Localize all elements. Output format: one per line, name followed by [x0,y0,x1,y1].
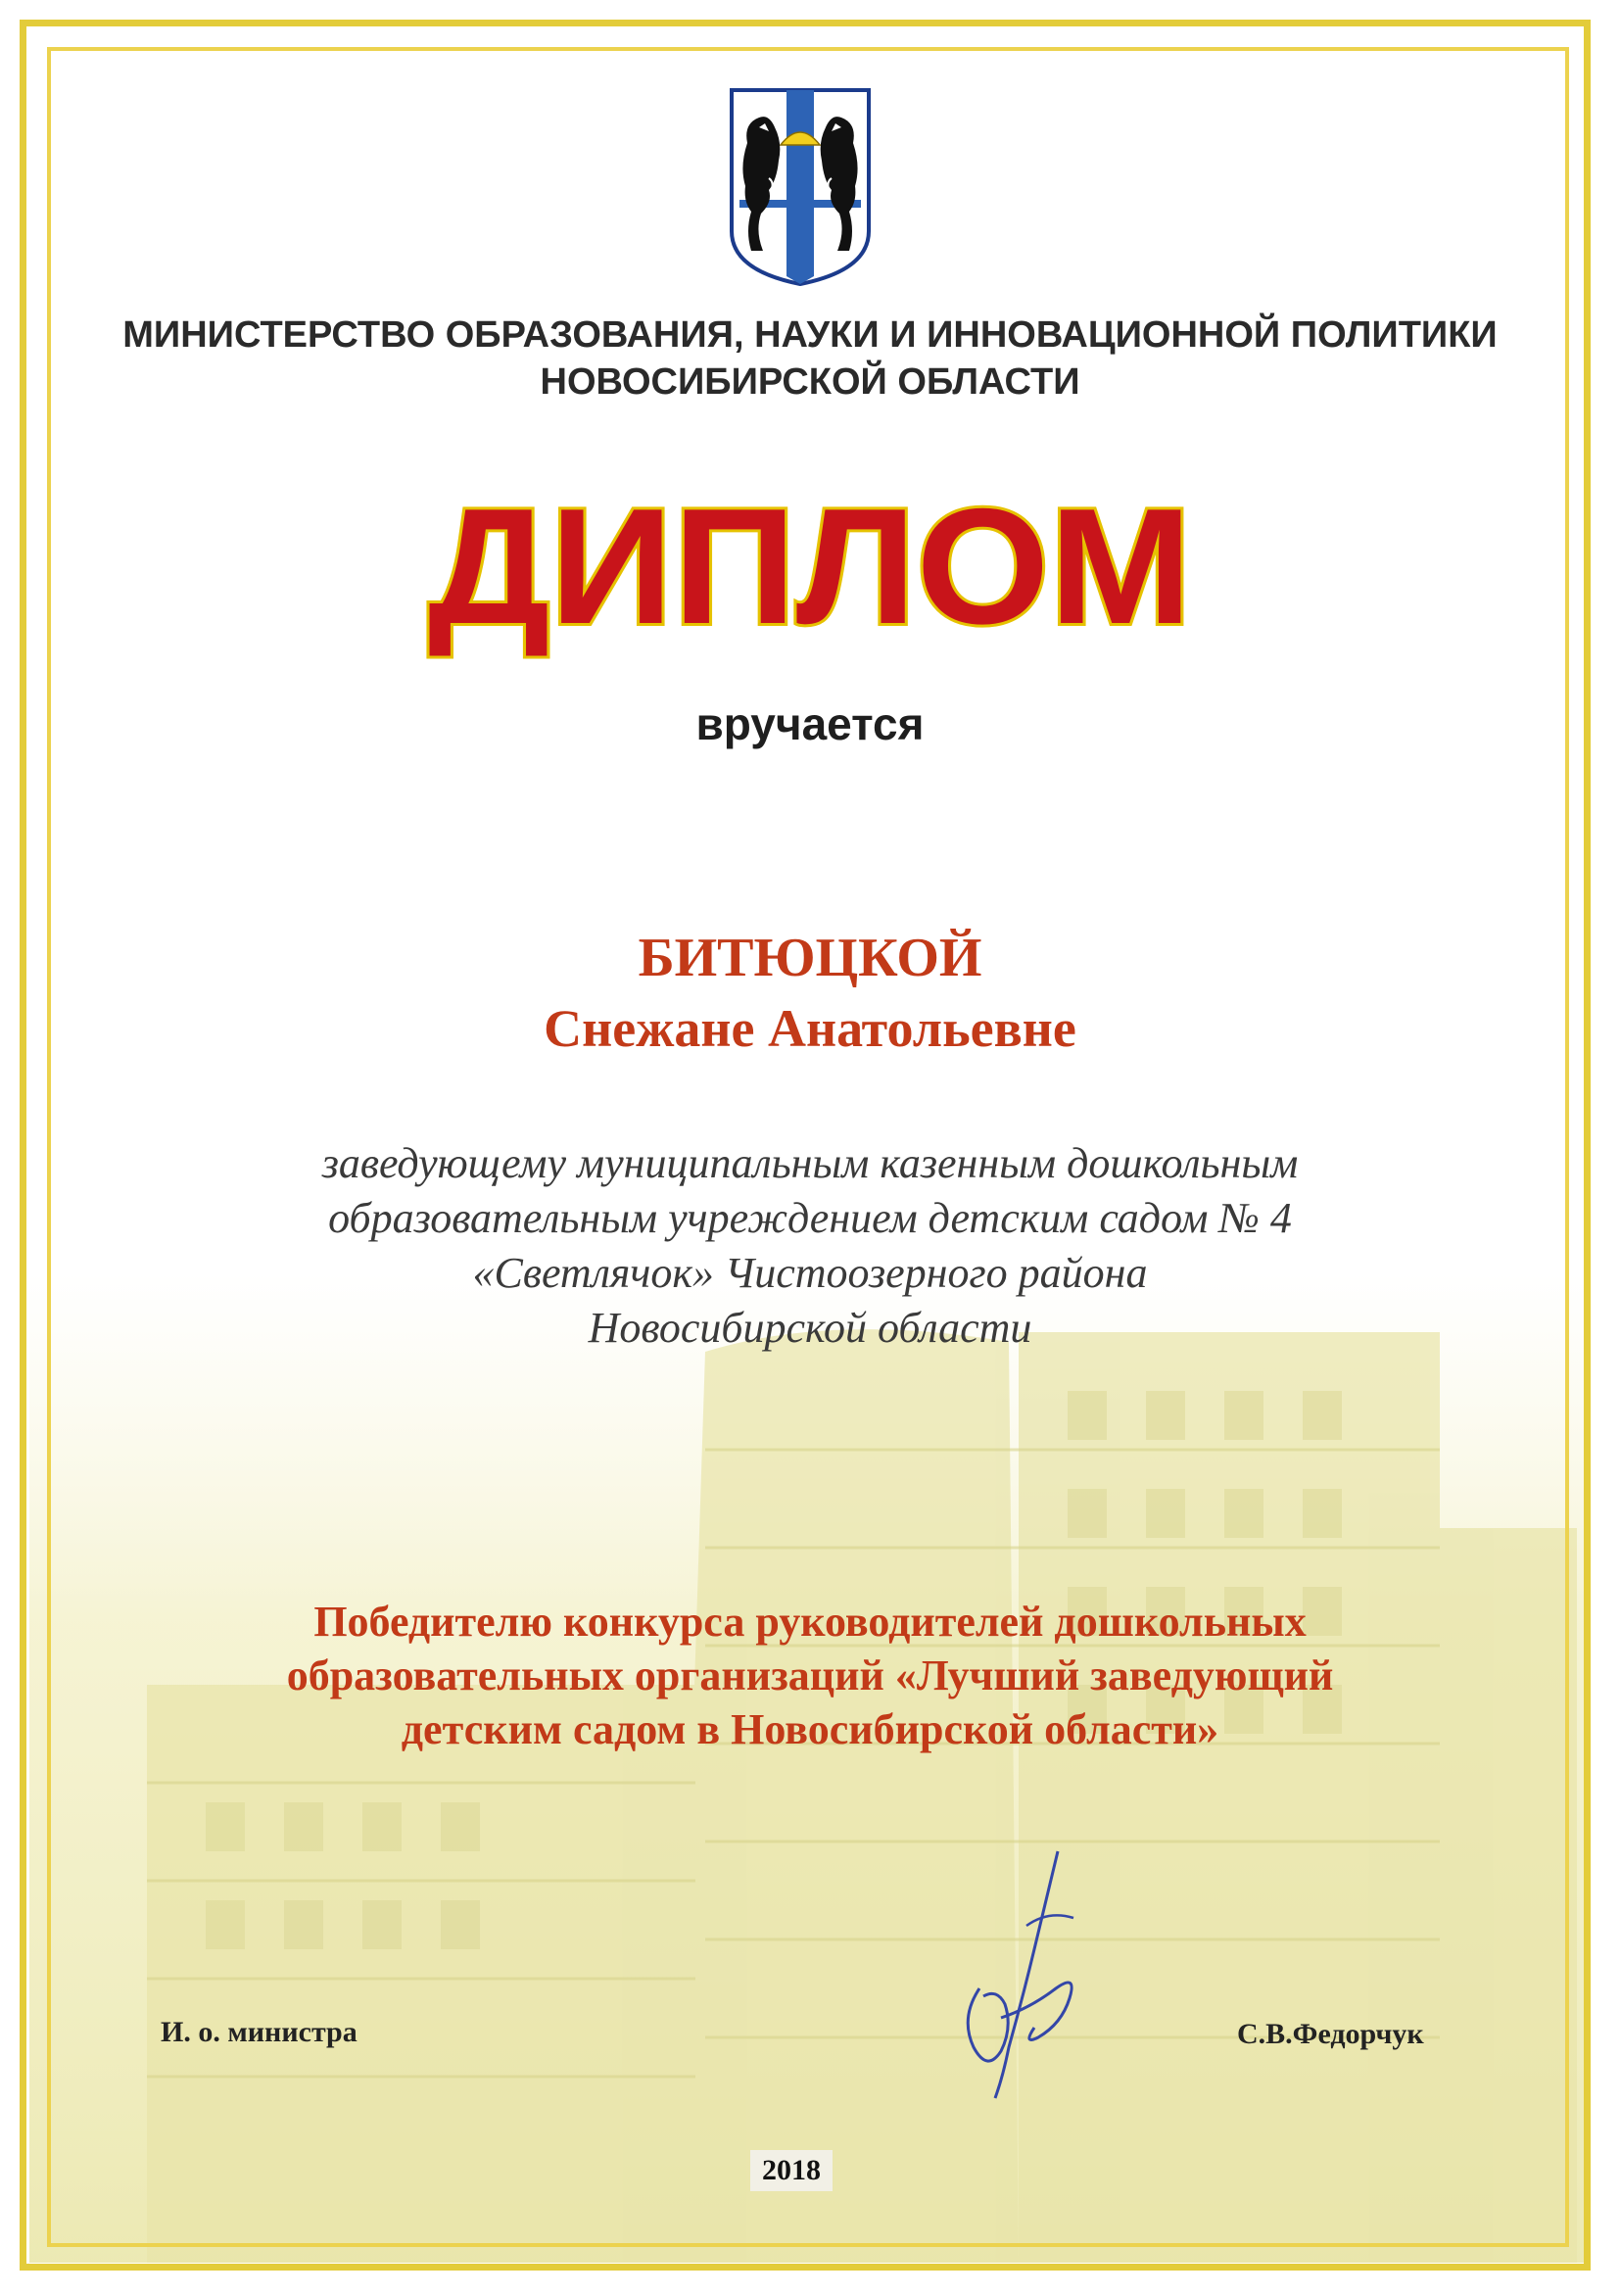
ministry-heading [0,311,1620,406]
position-line: «Светлячок» Чистоозерного района [472,1249,1148,1297]
recipient-position [0,1136,1620,1356]
award-reason [0,1595,1620,1756]
reason-line: детским садом в Новосибирской области» [401,1705,1219,1753]
position-line: образовательным учреждением детским садом № 4 [328,1194,1292,1242]
reason-line: образовательных организаций «Лучший заведующий [286,1651,1334,1699]
recipient-surname: БИТЮЦКОЙ [638,928,982,988]
signatory-title: И. о. министра [161,2016,357,2048]
reason-line: Победителю конкурса руководителей дошкольных [313,1598,1307,1646]
diploma-title [0,466,1620,682]
position-line: заведующему муниципальным казенным дошкольным [321,1139,1299,1187]
recipient-given-names: Снежане Анатольевне [544,999,1076,1058]
year-label: 2018 [750,2150,833,2191]
handwritten-signature [940,1842,1107,2106]
ministry-line-1: МИНИСТЕРСТВО ОБРАЗОВАНИЯ, НАУКИ И ИННОВАЦИОННОЙ ПОЛИТИКИ [122,314,1498,356]
signatory-name: С.В.Федорчук [1237,2018,1424,2050]
diploma-title-text: ДИПЛОМ [428,474,1192,658]
coat-of-arms-icon [726,84,875,288]
position-line: Новосибирской области [588,1304,1032,1352]
ministry-line-2: НОВОСИБИРСКОЙ ОБЛАСТИ [540,361,1080,403]
awarded-label: вручается [695,698,925,749]
